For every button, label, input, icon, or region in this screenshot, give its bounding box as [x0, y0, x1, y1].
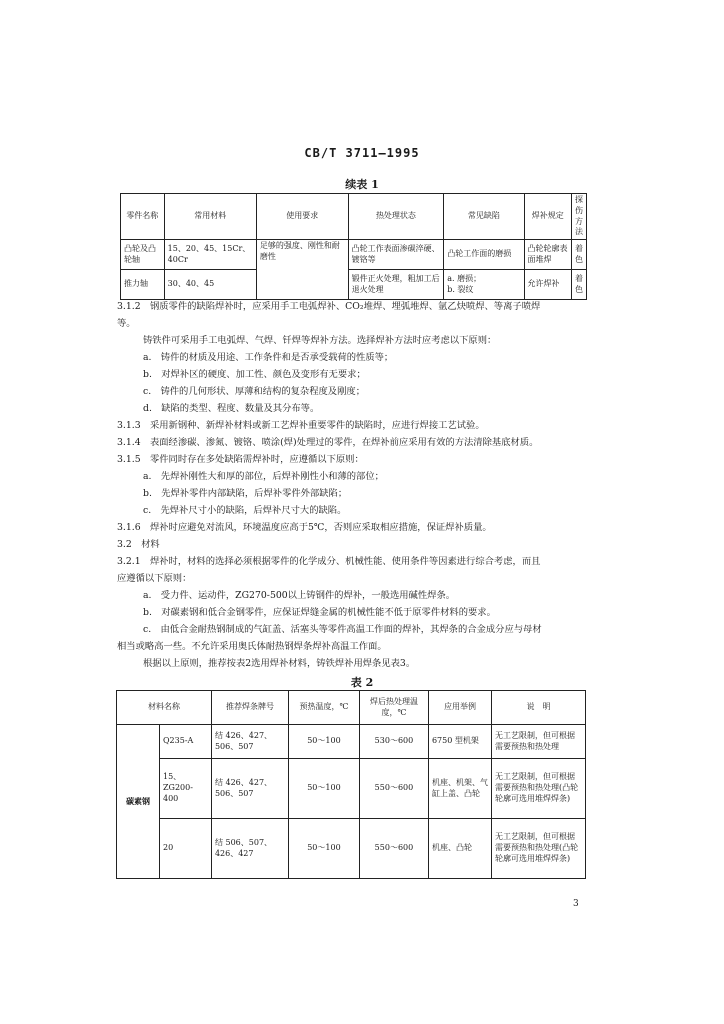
table2-cell: 结 426、427、506、507 [211, 759, 288, 819]
table1-header: 探伤方法 [572, 194, 587, 240]
table1-cell: a. 磨损； b. 裂纹 [444, 270, 524, 300]
table2-cell: 550～600 [359, 819, 428, 879]
table2-cell: 机座、机架、气缸上盖、凸轮 [428, 759, 491, 819]
table2-cell: 50～100 [288, 725, 359, 759]
table2-cell: 结 426、427、506、507 [211, 725, 288, 759]
table1-cell: 凸轮及凸轮轴 [121, 240, 165, 270]
table2-caption: 表 2 [350, 676, 374, 689]
paragraph: b. 先焊补零件内部缺陷，后焊补零件外部缺陷； [143, 488, 348, 499]
paragraph: 3.1.2 钢质零件的缺陷焊补时，应采用手工电弧焊补、CO₂堆焊、埋弧堆焊、氩乙炔喷焊、等离子喷焊 [117, 301, 541, 312]
paragraph: 根据以上原则，推荐按表2选用焊补材料，铸铁焊补用焊条见表3。 [143, 658, 416, 669]
table1-cell: 着色 [572, 270, 587, 300]
table2-cell: 50～100 [288, 759, 359, 819]
table2-cell: 无工艺限制，但可根据需要预热和热处理(凸轮轮廓可选用堆焊焊条) [491, 759, 585, 819]
table1 [120, 193, 587, 300]
table1-header: 零件名称 [121, 194, 165, 240]
table2-header: 应用举例 [428, 691, 491, 725]
table2-cell: 50～100 [288, 819, 359, 879]
paragraph: 应遵循以下原则： [117, 573, 192, 584]
table2-header: 预热温度，℃ [288, 691, 359, 725]
table2-cell: 15、ZG200-400 [160, 759, 212, 819]
paragraph: 3.1.4 表面经渗碳、渗氮、镀铬、喷涂(焊)处理过的零件，在焊补前应采用有效的方法清除基底材质。 [117, 437, 539, 448]
table2-cell: 550～600 [359, 759, 428, 819]
paragraph: b. 对碳素钢和低合金钢零件，应保证焊缝金属的机械性能不低于原零件材料的要求。 [143, 607, 496, 618]
table1-cell: 足够的强度、刚性和耐磨性 [256, 240, 348, 300]
paragraph: c. 铸件的几何形状、厚薄和结构的复杂程度及刚度； [143, 386, 365, 397]
paragraph: 3.2 材料 [117, 539, 160, 550]
table1-header: 热处理状态 [348, 194, 444, 240]
table2-cell: 6750 型机架 [428, 725, 491, 759]
table2-header: 材料名称 [117, 691, 212, 725]
table2-cell: 530～600 [359, 725, 428, 759]
table2-header: 推荐焊条牌号 [211, 691, 288, 725]
table1-header: 常用材料 [164, 194, 256, 240]
paragraph: b. 对焊补区的硬度、加工性、颜色及变形有无要求； [143, 369, 366, 380]
table1-cell: 锻件正火处理，粗加工后退火处理 [348, 270, 444, 300]
table1-cell: 着色 [572, 240, 587, 270]
table2 [116, 690, 586, 879]
paragraph: 铸铁件可采用手工电弧焊、气焊、钎焊等焊补方法。选择焊补方法时应考虑以下原则： [143, 335, 497, 346]
table2-group-label: 碳素钢 [117, 725, 160, 879]
paragraph: a. 先焊补刚性大和厚的部位，后焊补刚性小和薄的部位； [143, 471, 384, 482]
table1-header: 焊补规定 [524, 194, 572, 240]
table1-cell: 凸轮工作面的磨损 [444, 240, 524, 270]
paragraph: 3.1.5 零件同时存在多处缺陷需焊补时，应遵循以下原则： [117, 454, 364, 465]
paragraph: c. 先焊补尺寸小的缺陷，后焊补尺寸大的缺陷。 [143, 505, 347, 516]
table1-cell: 凸轮轮廓表面堆焊 [524, 240, 572, 270]
paragraph: 3.2.1 焊补时，材料的选择必须根据零件的化学成分、机械性能、使用条件等因素进行综合考虑，而且 [117, 556, 541, 567]
table2-cell: 无工艺限制，但可根据需要预热和热处理(凸轮轮廓可选用堆焊焊条) [491, 819, 585, 879]
table2-header: 说 明 [491, 691, 585, 725]
paragraph: a. 受力件、运动件，ZG270-500以上铸钢件的焊补，一般选用碱性焊条。 [143, 590, 456, 601]
table1-caption: 续表 1 [345, 178, 379, 191]
table2-cell: 无工艺限制，但可根据需要预热和热处理 [491, 725, 585, 759]
paragraph: d. 缺陷的类型、程度、数量及其分布等。 [143, 403, 320, 414]
table2-cell: 机座、凸轮 [428, 819, 491, 879]
table1-cell: 推力轴 [121, 270, 165, 300]
table1-cell: 30、40、45 [164, 270, 256, 300]
paragraph: 等。 [117, 318, 136, 329]
paragraph: c. 由低合金耐热钢制成的气缸盖、活塞头等零件高温工作面的焊补，其焊条的合金成分应与母材 [143, 624, 542, 635]
table1-cell: 允许焊补 [524, 270, 572, 300]
standard-code-header: CB/T 3711—1995 [304, 146, 420, 160]
paragraph: 3.1.6 焊补时应避免对流风，环境温度应高于5℃，否则应采取相应措施，保证焊补质量。 [117, 522, 492, 533]
table2-header: 焊后热处理温度，℃ [359, 691, 428, 725]
table1-header: 使用要求 [256, 194, 348, 240]
table1-header: 常见缺陷 [444, 194, 524, 240]
paragraph: 相当或略高一些。不允许采用奥氏体耐热钢焊条焊补高温工作面。 [117, 641, 387, 652]
table1-cell: 15、20、45、15Cr、40Cr [164, 240, 256, 270]
page-number: 3 [573, 899, 579, 909]
table2-cell: Q235-A [160, 725, 212, 759]
table2-cell: 20 [160, 819, 212, 879]
table1-cell: 凸轮工作表面渗碳淬硬、镀铬等 [348, 240, 444, 270]
paragraph: a. 铸件的材质及用途、工作条件和是否承受载荷的性质等； [143, 352, 394, 363]
paragraph: 3.1.3 采用新钢种、新焊补材料或新工艺焊补重要零件的缺陷时，应进行焊接工艺试验。 [117, 420, 485, 431]
table2-cell: 结 506、507、426、427 [211, 819, 288, 879]
